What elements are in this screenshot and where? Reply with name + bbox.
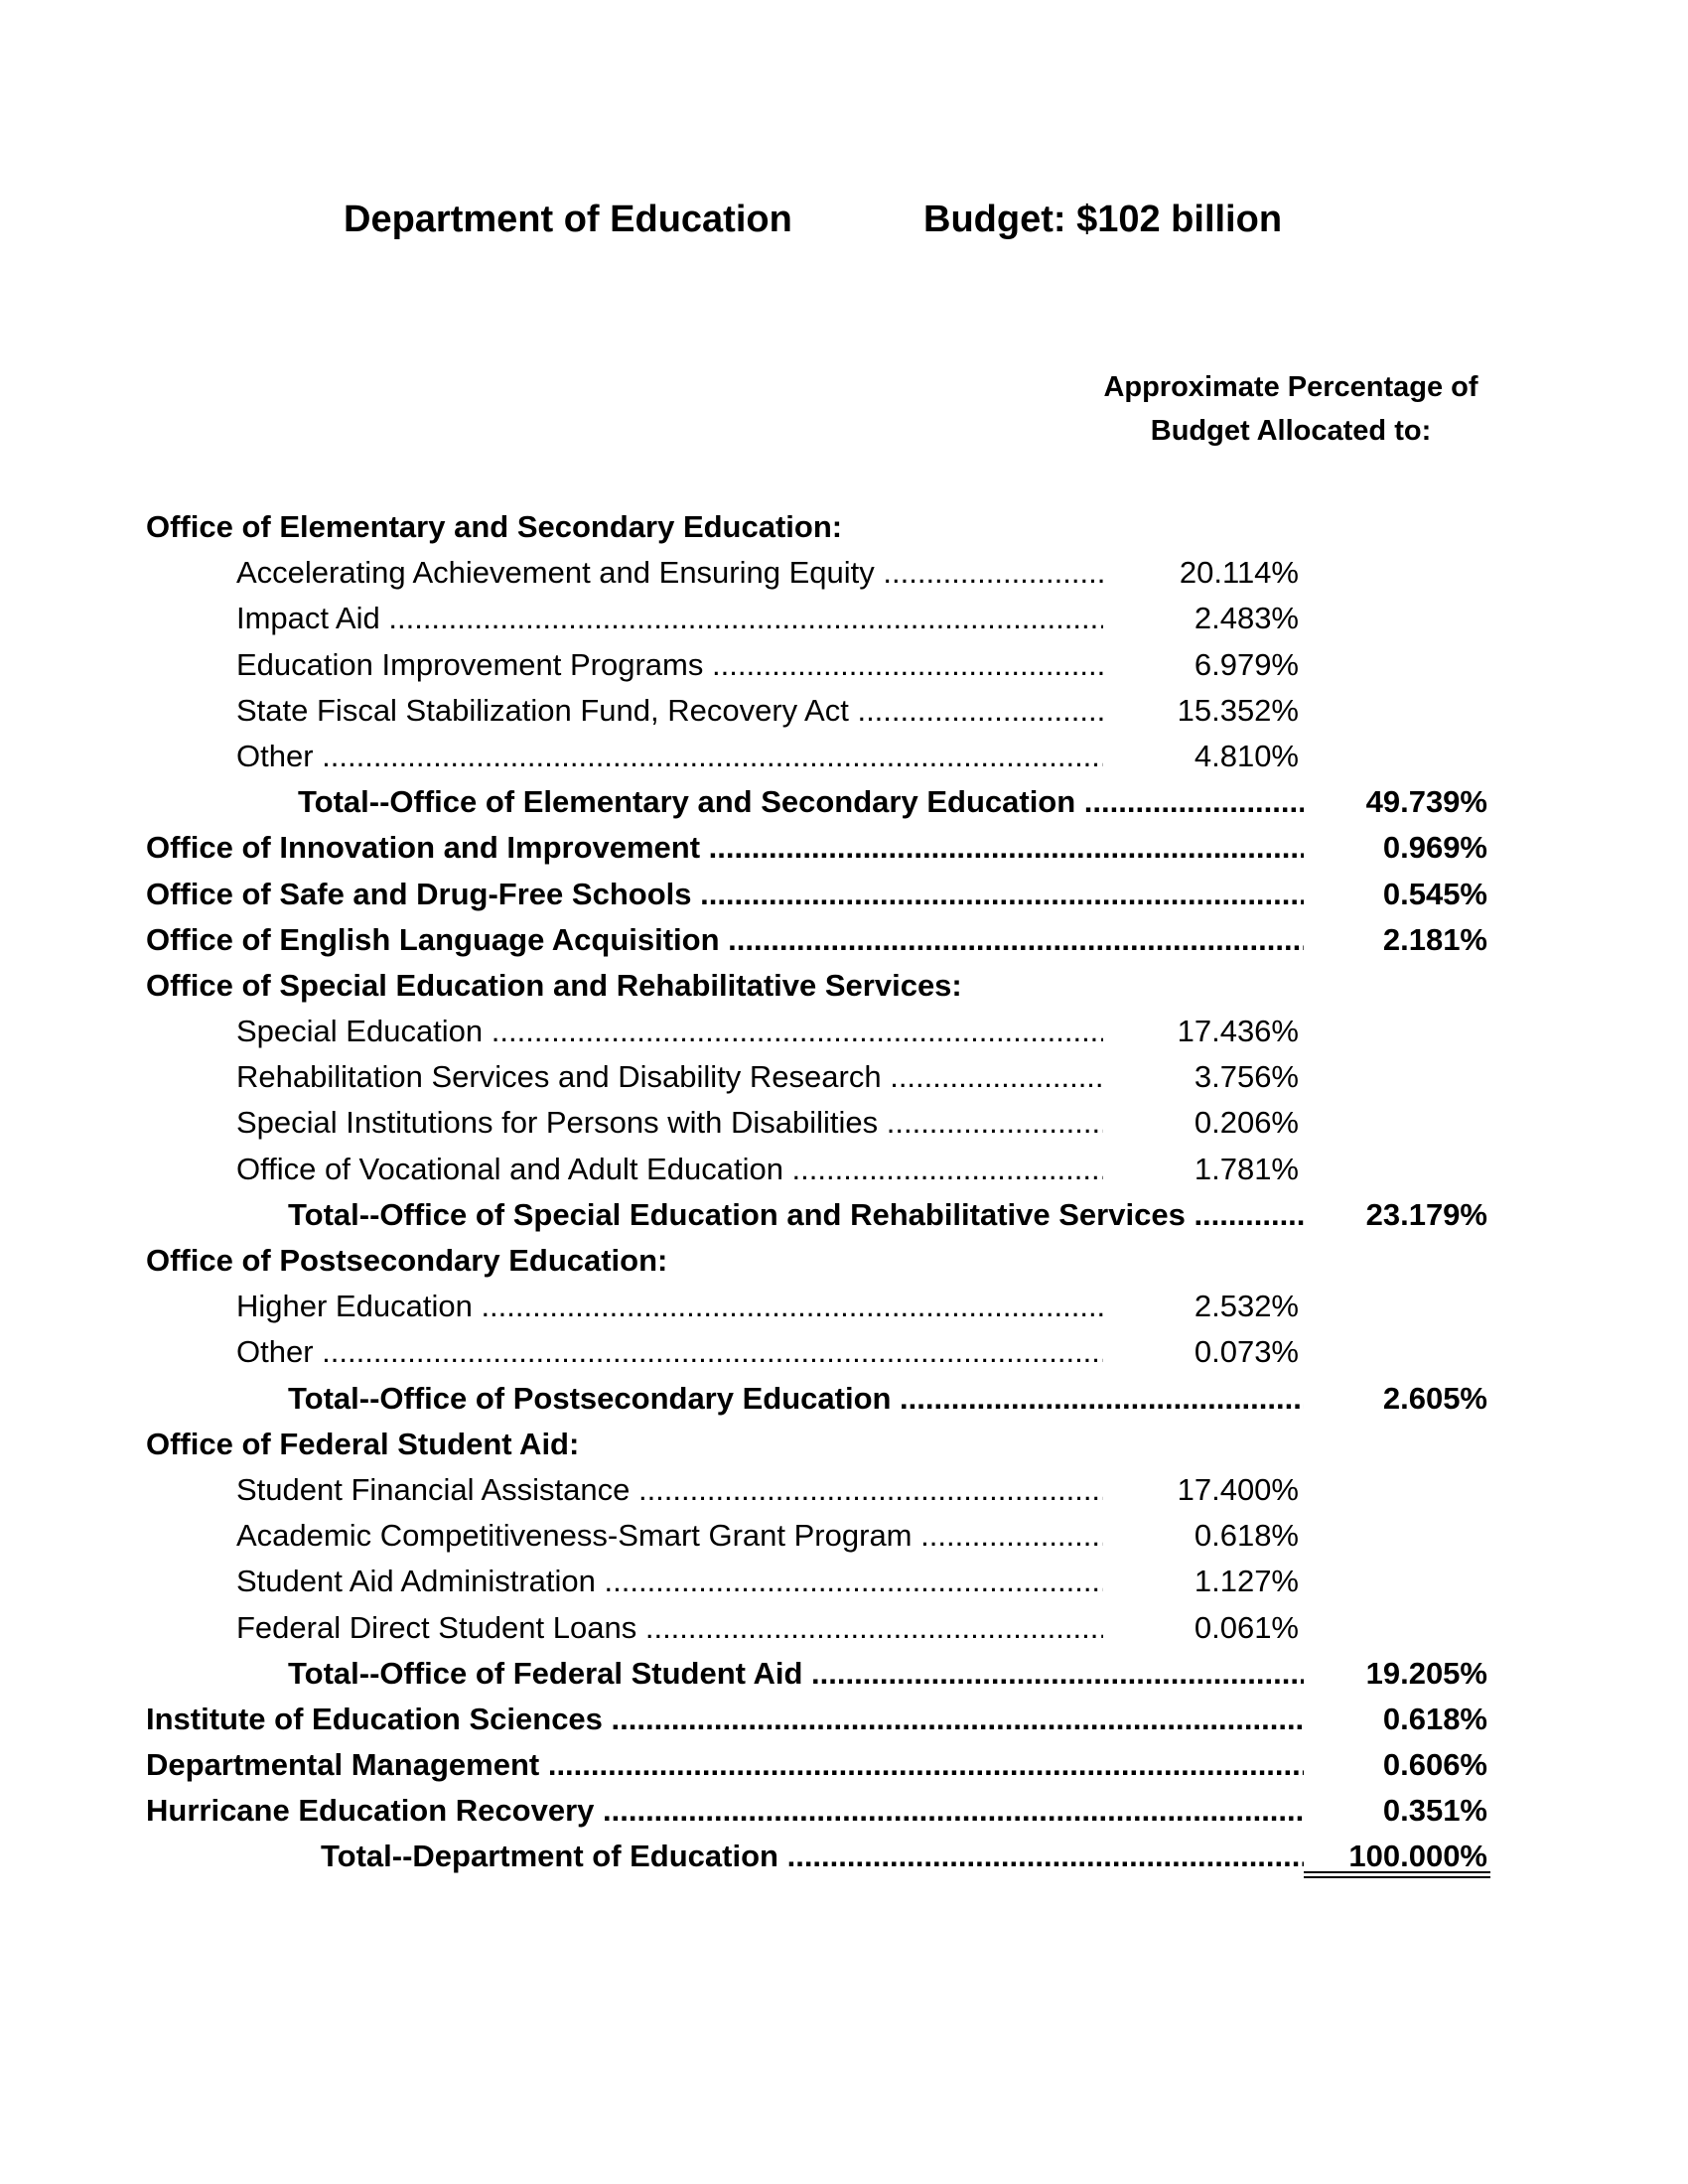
line-item-percentage: 0.073% (1194, 1334, 1299, 1370)
line-item-row (0, 1605, 1688, 1651)
line-item-percentage: 6.979% (1194, 646, 1299, 682)
row-label: Departmental Management ..... (146, 1742, 1304, 1788)
line-item-row (0, 734, 1688, 779)
line-item-row (0, 1054, 1688, 1100)
row-label: Total--Office of Special Education and Rehabilitative Services ..... (288, 1192, 1304, 1238)
row-label: Office of Elementary and Secondary Education: (146, 509, 843, 544)
row-label: Office of Innovation and Improvement ..... (146, 825, 1304, 871)
page-title: Department of Education (344, 199, 792, 240)
grand-total-percentage: 100.000% (1348, 1839, 1487, 1874)
total-percentage: 0.618% (1382, 1701, 1487, 1736)
column-header (1072, 365, 1509, 453)
row-label: Student Aid Administration ..... (236, 1559, 1103, 1604)
row-label: Other ..... (236, 734, 1103, 779)
row-label: Rehabilitation Services and Disability Research ..... (236, 1054, 1103, 1100)
row-label: Office of Postsecondary Education: (146, 1243, 668, 1278)
total-percentage: 0.969% (1382, 830, 1487, 866)
column-header-line-1: Approximate Percentage of (1103, 371, 1478, 403)
line-item-percentage: 17.436% (1177, 1014, 1299, 1049)
row-label: Office of Safe and Drug-Free Schools ..... (146, 872, 1304, 917)
row-label: Total--Office of Postsecondary Education ..... (288, 1376, 1304, 1422)
subtotal-row (0, 779, 1688, 825)
total-percentage: 2.605% (1382, 1380, 1487, 1416)
row-label: Accelerating Achievement and Ensuring Equity ..... (236, 550, 1103, 596)
office-row (0, 1788, 1688, 1834)
total-percentage: 0.545% (1382, 876, 1487, 911)
row-label: Education Improvement Programs ..... (236, 642, 1103, 688)
row-label: Hurricane Education Recovery ..... (146, 1788, 1304, 1834)
row-label: Office of English Language Acquisition ..... (146, 917, 1304, 963)
line-item-row (0, 1284, 1688, 1329)
line-item-row (0, 550, 1688, 596)
total-percentage: 19.205% (1365, 1655, 1487, 1691)
row-label: Total--Office of Federal Student Aid ..... (288, 1651, 1304, 1697)
line-item-row (0, 1100, 1688, 1146)
section-header-row (0, 504, 1688, 550)
budget-title: Budget: $102 billion (923, 199, 1283, 240)
line-item-percentage: 2.532% (1194, 1289, 1299, 1324)
line-item-row (0, 1467, 1688, 1513)
row-label: Total--Department of Education ..... (321, 1834, 1304, 1879)
line-item-percentage: 17.400% (1177, 1471, 1299, 1507)
line-item-percentage: 2.483% (1194, 601, 1299, 636)
line-item-row (0, 1147, 1688, 1192)
row-label: Office of Federal Student Aid: (146, 1426, 580, 1461)
line-item-row (0, 1559, 1688, 1604)
line-item-row (0, 1513, 1688, 1559)
row-label: Academic Competitiveness-Smart Grant Program ..... (236, 1513, 1103, 1559)
budget-table (0, 504, 1688, 1880)
total-percentage: 2.181% (1382, 921, 1487, 957)
line-item-row (0, 642, 1688, 688)
total-percentage: 0.606% (1382, 1747, 1487, 1783)
line-item-percentage: 1.127% (1194, 1564, 1299, 1599)
section-header-row (0, 1422, 1688, 1467)
subtotal-row (0, 1651, 1688, 1697)
column-header-line-2: Budget Allocated to: (1150, 415, 1432, 447)
office-row (0, 825, 1688, 871)
line-item-row (0, 1009, 1688, 1054)
row-label: Student Financial Assistance ..... (236, 1467, 1103, 1513)
row-label: Total--Office of Elementary and Secondary Education ..... (298, 779, 1304, 825)
line-item-row (0, 688, 1688, 734)
line-item-percentage: 20.114% (1179, 555, 1299, 591)
subtotal-row (0, 1192, 1688, 1238)
total-percentage: 23.179% (1365, 1196, 1487, 1232)
office-row (0, 1697, 1688, 1742)
office-row (0, 917, 1688, 963)
line-item-percentage: 0.618% (1194, 1518, 1299, 1554)
row-label: Special Education ..... (236, 1009, 1103, 1054)
total-percentage: 0.351% (1382, 1793, 1487, 1829)
line-item-row (0, 1329, 1688, 1375)
row-label: State Fiscal Stabilization Fund, Recovery Act ..... (236, 688, 1103, 734)
row-label: Institute of Education Sciences ..... (146, 1697, 1304, 1742)
section-header-row (0, 963, 1688, 1009)
total-percentage: 49.739% (1365, 784, 1487, 820)
line-item-percentage: 1.781% (1194, 1151, 1299, 1186)
line-item-row (0, 596, 1688, 641)
line-item-percentage: 0.206% (1194, 1105, 1299, 1141)
row-label: Higher Education ..... (236, 1284, 1103, 1329)
line-item-percentage: 15.352% (1177, 692, 1299, 728)
line-item-percentage: 3.756% (1194, 1059, 1299, 1095)
row-label: Impact Aid ..... (236, 596, 1103, 641)
row-label: Other ..... (236, 1329, 1103, 1375)
office-row (0, 872, 1688, 917)
grand-total-double-rule (1304, 1871, 1490, 1878)
row-label: Special Institutions for Persons with Disabilities ..... (236, 1100, 1103, 1146)
line-item-percentage: 4.810% (1194, 738, 1299, 773)
line-item-percentage: 0.061% (1194, 1609, 1299, 1645)
row-label: Office of Special Education and Rehabilitative Services: (146, 967, 962, 1003)
row-label: Office of Vocational and Adult Education ..... (236, 1147, 1103, 1192)
section-header-row (0, 1238, 1688, 1284)
office-row (0, 1742, 1688, 1788)
row-label: Federal Direct Student Loans ..... (236, 1605, 1103, 1651)
subtotal-row (0, 1376, 1688, 1422)
